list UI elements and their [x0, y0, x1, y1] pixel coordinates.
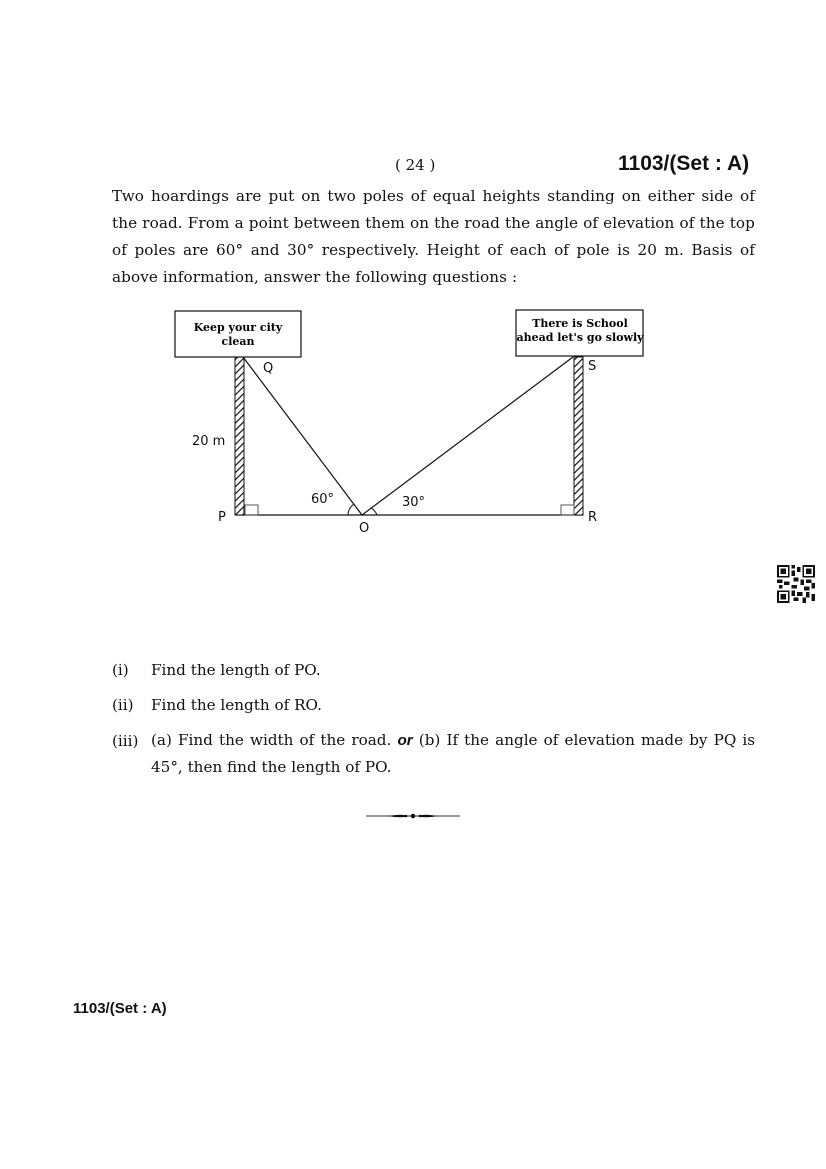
question-text: [151, 727, 755, 781]
question-intro: Two hoardings are put on two poles of equal heights standing on either side of the road. From a point between them on the road the angle of elevation of the top of poles are 60° and 30° respectively. Height of each of pole is 20 m. Basis of above information, answer the following questions :: [112, 187, 755, 286]
question-number: (iii): [112, 732, 139, 750]
label-O: O: [359, 521, 370, 536]
label-S: S: [588, 359, 597, 374]
question-number: (i): [112, 661, 129, 679]
angle-label-60: 60°: [311, 492, 335, 507]
left-board-line1: Keep your city: [193, 321, 283, 334]
left-board-line2: clean: [221, 335, 255, 348]
or-label: or: [397, 732, 413, 749]
line-QO: [243, 357, 362, 515]
paper-code-header: 1103/(Set : A): [618, 152, 750, 175]
right-angle-P: [245, 505, 258, 515]
left-hoarding: [175, 311, 301, 357]
question-text: Find the length of RO.: [151, 696, 322, 714]
label-P: P: [218, 510, 226, 525]
right-pole: [574, 357, 583, 515]
angle-arc-60: [348, 504, 354, 515]
hoardings-diagram: [0, 300, 826, 540]
question-number: (ii): [112, 696, 134, 714]
part-b: (b) If the angle of elevation made by PQ is 45°, then find the length of PO.: [151, 731, 756, 776]
right-angle-R: [561, 505, 574, 515]
end-ornament: [366, 810, 460, 822]
right-board-line1: There is School: [532, 317, 628, 330]
height-label: 20 m: [192, 434, 226, 449]
right-board-line2: ahead let's go slowly: [516, 331, 644, 344]
label-Q: Q: [263, 361, 274, 376]
page-number: ( 24 ): [395, 156, 436, 174]
angle-label-30: 30°: [402, 495, 426, 510]
line-SO: [362, 357, 573, 515]
angle-arc-30: [371, 508, 377, 515]
paper-code-footer: 1103/(Set : A): [73, 1000, 167, 1017]
left-pole: [235, 357, 244, 515]
part-a: (a) Find the width of the road.: [151, 731, 392, 749]
question-text: Find the length of PO.: [151, 661, 321, 679]
qr-code: [777, 565, 815, 603]
label-R: R: [588, 510, 598, 525]
